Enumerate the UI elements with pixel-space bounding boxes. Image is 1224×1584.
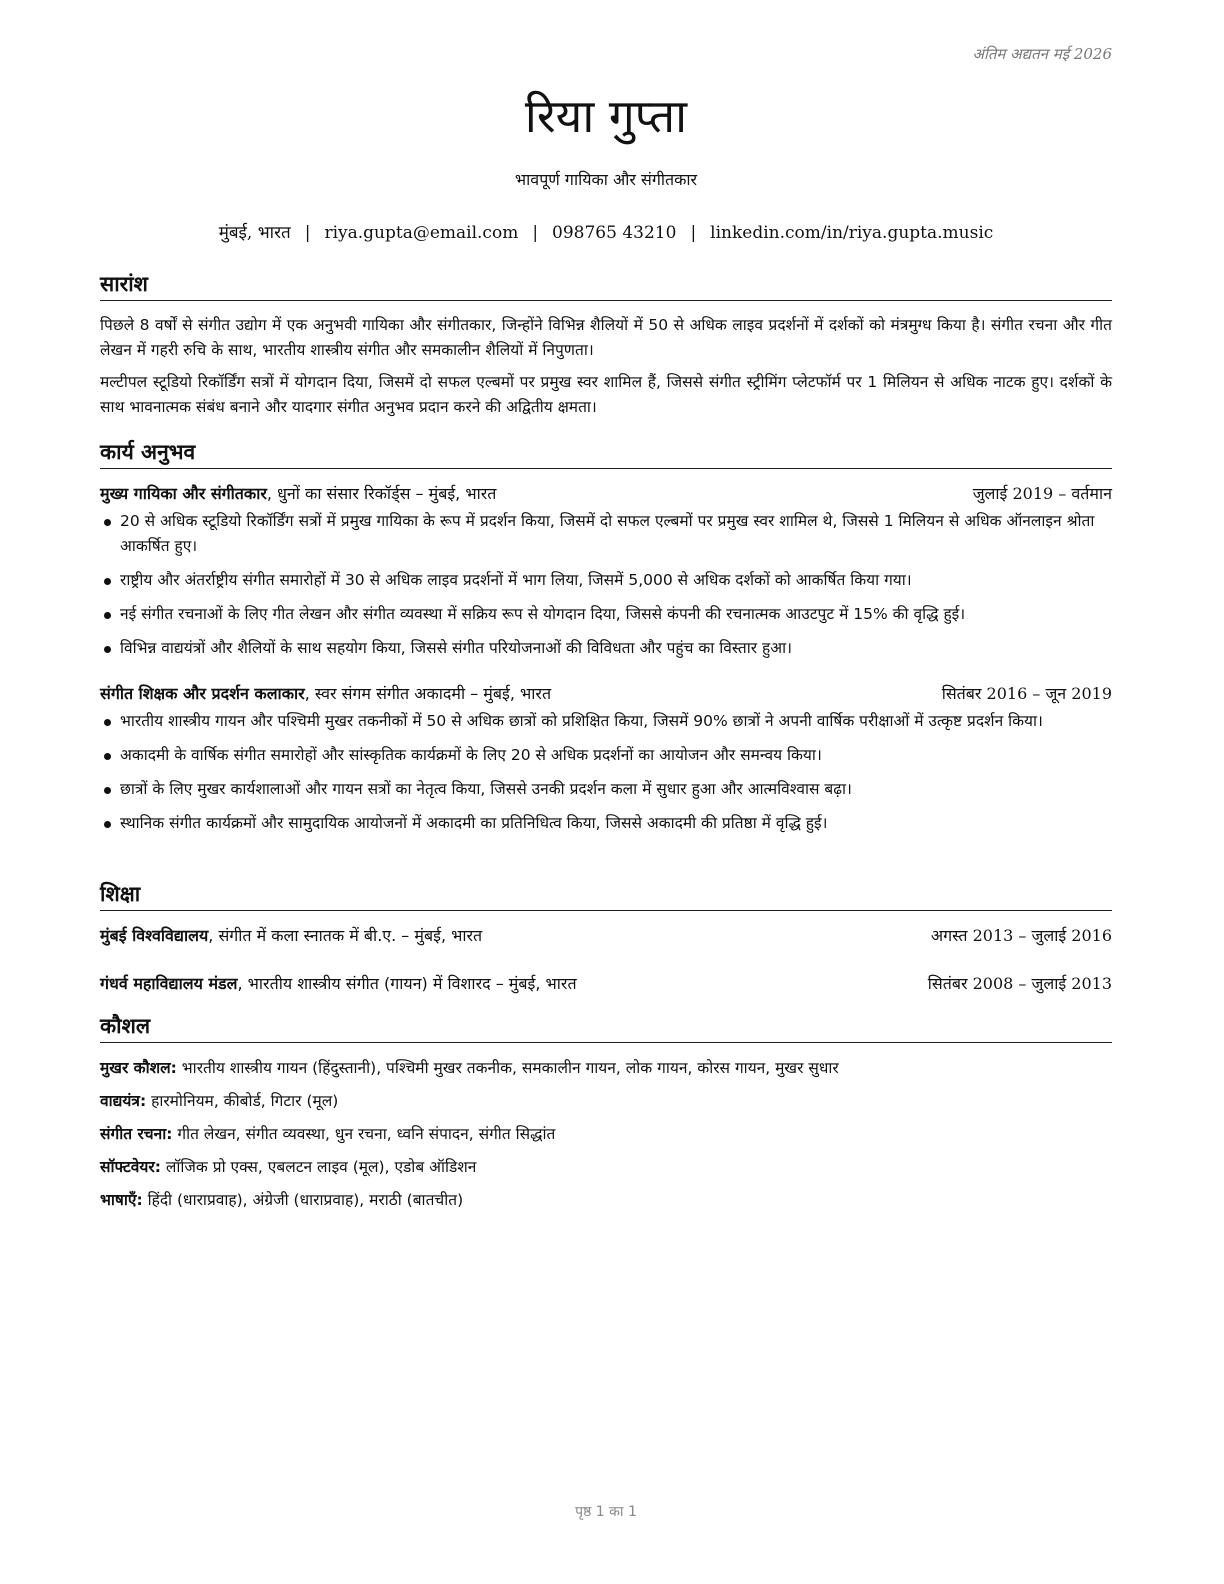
candidate-name: रिया गुप्ता <box>524 89 688 143</box>
job-org: , धुनों का संसार रिकॉर्ड्स – मुंबई, भारत <box>266 484 497 503</box>
education-entry <box>100 923 1112 949</box>
skill-row <box>100 1187 1112 1213</box>
skill-value: भारतीय शास्त्रीय गायन (हिंदुस्तानी), पश्चिमी मुखर तकनीक, समकालीन गायन, लोक गायन, कोरस गायन, मुखर सुधार <box>176 1059 839 1077</box>
contact-separator: | <box>304 223 311 243</box>
job-bullet: छात्रों के लिए मुखर कार्यशालाओं और गायन सत्रों का नेतृत्व किया, जिससे उनकी प्रदर्शन कला में सुधार हुआ और आत्मविश्वास बढ़ा। <box>100 777 1112 802</box>
education-detail: , भारतीय शास्त्रीय संगीत (गायन) में विशारद – मुंबई, भारत <box>237 974 577 993</box>
job-title-org <box>100 481 496 507</box>
job-entry <box>100 681 1112 836</box>
skill-value: गीत लेखन, संगीत व्यवस्था, धुन रचना, ध्वनि संपादन, संगीत सिद्धांत <box>172 1125 556 1143</box>
job-bullet: अकादमी के वार्षिक संगीत समारोहों और सांस्कृतिक कार्यक्रमों के लिए 20 से अधिक प्रदर्शनों का आयोजन और समन्वय किया। <box>100 743 1112 768</box>
experience-section <box>100 438 1112 845</box>
skill-label: संगीत रचना: <box>100 1125 173 1143</box>
job-bullet: स्थानिक संगीत कार्यक्रमों और सामुदायिक आयोजनों में अकादमी का प्रतिनिधित्व किया, जिससे अकादमी की प्रतिष्ठा में वृद्धि हुई। <box>100 811 1112 836</box>
skill-value: हारमोनियम, कीबोर्ड, गिटार (मूल) <box>146 1092 339 1110</box>
skill-row <box>100 1055 1112 1081</box>
contact-email[interactable]: riya.gupta@email.com <box>324 223 519 243</box>
job-bullet: नई संगीत रचनाओं के लिए गीत लेखन और संगीत व्यवस्था में सक्रिय रूप से योगदान दिया, जिससे कंपनी की रचनात्मक आउटपुट में 15% की वृद्धि हुई। <box>100 602 1112 627</box>
skill-row <box>100 1088 1112 1114</box>
contact-phone: 098765 43210 <box>552 223 677 243</box>
skill-label: वाद्ययंत्र: <box>100 1092 147 1110</box>
section-title-skills: कौशल <box>100 1012 1112 1043</box>
education-institution: मुंबई विश्वविद्यालय <box>100 926 209 945</box>
job-header <box>100 481 1112 507</box>
education-institution: गंधर्व महाविद्यालय मंडल <box>100 974 238 993</box>
job-entry <box>100 481 1112 661</box>
summary-section <box>100 270 1112 427</box>
job-dates: सितंबर 2016 – जून 2019 <box>941 684 1112 703</box>
summary-paragraph: मल्टीपल स्टूडियो रिकॉर्डिंग सत्रों में योगदान दिया, जिसमें दो सफल एल्बमों पर प्रमुख स्वर शामिल हैं, जिससे संगीत स्ट्रीमिंग प्लेटफॉर्म पर 1 मिलियन से अधिक नाटक हुए। दर्शकों के साथ भावनात्मक संबंध बनाने और यादगार संगीत अनुभव प्रदान करने की अद्वितीय क्षमता। <box>100 373 1112 416</box>
job-role: मुख्य गायिका और संगीतकार <box>100 484 267 503</box>
contact-location: मुंबई, भारत <box>218 223 291 243</box>
skills-section <box>100 1012 1112 1220</box>
education-institution-detail <box>100 971 577 997</box>
skill-value: लॉजिक प्रो एक्स, एबलटन लाइव (मूल), एडोब ऑडिशन <box>160 1158 477 1176</box>
job-header <box>100 681 1112 707</box>
education-detail: , संगीत में कला स्नातक में बी.ए. – मुंबई, भारत <box>208 926 483 945</box>
education-dates: अगस्त 2013 – जुलाई 2016 <box>930 926 1112 945</box>
job-role: संगीत शिक्षक और प्रदर्शन कलाकार <box>100 684 305 703</box>
job-dates: जुलाई 2019 – वर्तमान <box>972 484 1112 503</box>
skill-label: भाषाएँ: <box>100 1191 143 1209</box>
job-bullet: 20 से अधिक स्टूडियो रिकॉर्डिंग सत्रों में प्रमुख गायिका के रूप में प्रदर्शन किया, जिसमें दो सफल एल्बमों पर प्रमुख स्वर शामिल थे, जिससे 1 मिलियन से अधिक ऑनलाइन श्रोता आकर्षित हुए। <box>100 509 1112 559</box>
page-number: पृष्ठ 1 का 1 <box>575 1504 637 1520</box>
skill-label: मुखर कौशल: <box>100 1059 177 1077</box>
last-updated: अंतिम अद्यतन मई 2026 <box>972 45 1112 63</box>
contact-linkedin[interactable]: linkedin.com/in/riya.gupta.music <box>710 223 994 243</box>
job-bullet: राष्ट्रीय और अंतर्राष्ट्रीय संगीत समारोहों में 30 से अधिक लाइव प्रदर्शनों में भाग लिया, जिसमें 5,000 से अधिक दर्शकों को आकर्षित किया गया। <box>100 568 1112 593</box>
section-title-experience: कार्य अनुभव <box>100 438 1112 469</box>
contact-separator: | <box>532 223 539 243</box>
skill-label: सॉफ्टवेयर: <box>100 1158 161 1176</box>
section-title-education: शिक्षा <box>100 880 1112 911</box>
job-bullets <box>100 709 1112 836</box>
job-bullet: भारतीय शास्त्रीय गायन और पश्चिमी मुखर तकनीकों में 50 से अधिक छात्रों को प्रशिक्षित किया, जिसमें 90% छात्रों ने अपनी वार्षिक परीक्षाओं में उत्कृष्ट प्रदर्शन किया। <box>100 709 1112 734</box>
education-section <box>100 880 1112 1019</box>
summary-paragraph: पिछले 8 वर्षों से संगीत उद्योग में एक अनुभवी गायिका और संगीतकार, जिन्होंने विभिन्न शैलियों में 50 से अधिक लाइव प्रदर्शनों में दर्शकों को मंत्रमुग्ध किया है। संगीत रचना और गीत लेखन में गहरी रुचि के साथ, भारतीय शास्त्रीय संगीत और समकालीन शैलियों में निपुणता। <box>100 316 1112 359</box>
section-title-summary: सारांश <box>100 270 1112 301</box>
job-title-org <box>100 681 551 707</box>
contact-line <box>100 220 1112 243</box>
education-dates: सितंबर 2008 – जुलाई 2013 <box>927 974 1112 993</box>
job-bullets <box>100 509 1112 661</box>
skill-row <box>100 1154 1112 1180</box>
skill-row <box>100 1121 1112 1147</box>
education-institution-detail <box>100 923 482 949</box>
job-org: , स्वर संगम संगीत अकादमी – मुंबई, भारत <box>304 684 552 703</box>
contact-separator: | <box>690 223 697 243</box>
education-entry <box>100 971 1112 997</box>
tagline: भावपूर्ण गायिका और संगीतकार <box>514 170 698 189</box>
job-bullet: विभिन्न वाद्ययंत्रों और शैलियों के साथ सहयोग किया, जिससे संगीत परियोजनाओं की विविधता और पहुंच का विस्तार हुआ। <box>100 636 1112 661</box>
resume-page <box>100 0 1112 1584</box>
skill-value: हिंदी (धाराप्रवाह), अंग्रेजी (धाराप्रवाह), मराठी (बातचीत) <box>142 1191 464 1209</box>
